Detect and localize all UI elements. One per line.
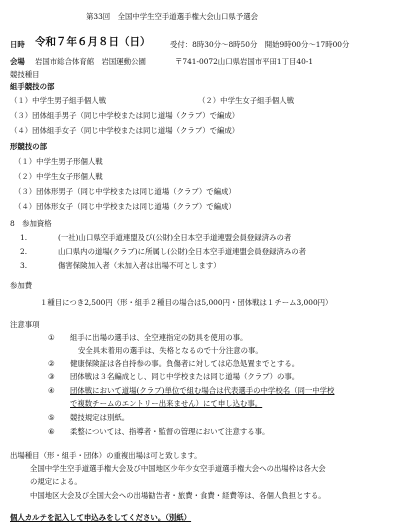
kata-item: （４）団体形女子（同じ中学校または同じ道場（クラブ）で編成） <box>14 202 236 211</box>
eligibility-text: (一社)山口県空手道連盟及び(公財)全日本空手道連盟会員登録済みの者 <box>58 233 292 242</box>
note-number: ④ <box>48 386 55 395</box>
fee-label: 参加費 <box>10 281 33 290</box>
eligibility-number: 1. <box>20 233 28 242</box>
kata-item: （２）中学生女子形個人戦 <box>14 172 103 181</box>
events-label: 競技種目 <box>10 70 40 79</box>
eligibility-heading: 8 参加資格 <box>10 219 52 228</box>
note-number: ③ <box>48 372 55 381</box>
venue-name: 岩国市総合体育館 岩国運動公園 <box>35 57 146 66</box>
fee-text: １種目につき2,500円（形・組手２種目の場合は5,000円・団体戦は１チーム3,000円） <box>40 298 333 307</box>
eligibility-number: 2. <box>20 247 28 256</box>
notes-label: 注意事項 <box>10 320 40 329</box>
note-number: ② <box>48 359 55 368</box>
kata-item: （１）中学生男子形個人戦 <box>14 157 103 166</box>
document-title: 第33回 全国中学生空手道選手権大会山口県予選会 <box>86 12 259 21</box>
date-value: 令和７年６月８日（日） <box>35 36 151 48</box>
note-number: ① <box>48 333 55 342</box>
kata-heading: 形競技の部 <box>10 142 47 151</box>
venue-label: 会場 <box>10 57 25 66</box>
note-line: 組手に出場の選手は、全空連指定の防具を使用の事。 <box>70 333 248 342</box>
note-line: 安全具未着用の選手は、失格となるので十分注意の事。 <box>78 346 263 355</box>
kumite-heading: 組手競技の部 <box>10 82 55 91</box>
footer-note: 個人カルテを記入して申込みをしてください。（別紙） <box>10 513 192 522</box>
kumite-item: （２）中学生女子組手個人戦 <box>198 96 295 105</box>
note-number: ⑥ <box>48 427 55 436</box>
qualifier-line: 出場種目（形・組手・団体）の重複出場は可と致します。 <box>10 451 202 460</box>
kumite-item: （１）中学生男子組手個人戦 <box>10 96 107 105</box>
qualifier-line: 全国中学生空手道選手権大会及び中国地区少年少女空手道選手権大会への出場枠は各大会 <box>30 464 326 473</box>
date-label: 日時 <box>10 40 25 49</box>
note-line: 健康保険証は各自持参の事。負傷者に対しては応急処置までとする。 <box>70 359 300 368</box>
qualifier-line: 中国地区大会及び全国大会への出場勧告者・旅費・食費・経費等は、各個人負担とする。 <box>30 491 326 500</box>
eligibility-text: 山口県内の道場(クラブ)に所属し(公財)全日本空手道連盟会員登録済みの者 <box>58 247 307 256</box>
kumite-item: （４）団体組手女子（同じ中学校または同じ道場（クラブ）で編成） <box>10 126 240 135</box>
note-line: 団体戦は３名編成とし、同じ中学校または同じ道場（クラブ）の事。 <box>70 372 300 381</box>
note-number: ⑤ <box>48 413 55 422</box>
eligibility-text: 傷害保険加入者（未加入者は出場不可とします） <box>58 261 221 270</box>
qualifier-line: の規定による。 <box>30 477 82 486</box>
reception-times: 受付：8時30分～8時50分 開始9時00分～17時00分 <box>170 40 350 49</box>
note-line: で複数チームのエントリー出来ません）にて申し込む事。 <box>70 399 263 408</box>
kumite-item: （３）団体組手男子（同じ中学校または同じ道場（クラブ）で編成） <box>10 111 240 120</box>
note-line: 柔整については、指導者・監督の管理において注意する事。 <box>70 427 270 436</box>
eligibility-number: 3. <box>20 261 28 270</box>
venue-address: 〒741-0072山口県岩国市平田1丁目40-1 <box>175 57 314 66</box>
note-line: 団体戦において道場(クラブ)単位で組む場合は代表選手の中学校名（同一中学校 <box>70 386 335 395</box>
kata-item: （３）団体形男子（同じ中学校または同じ道場（クラブ）で編成） <box>14 187 236 196</box>
note-line: 競技規定は別紙。 <box>70 413 130 422</box>
